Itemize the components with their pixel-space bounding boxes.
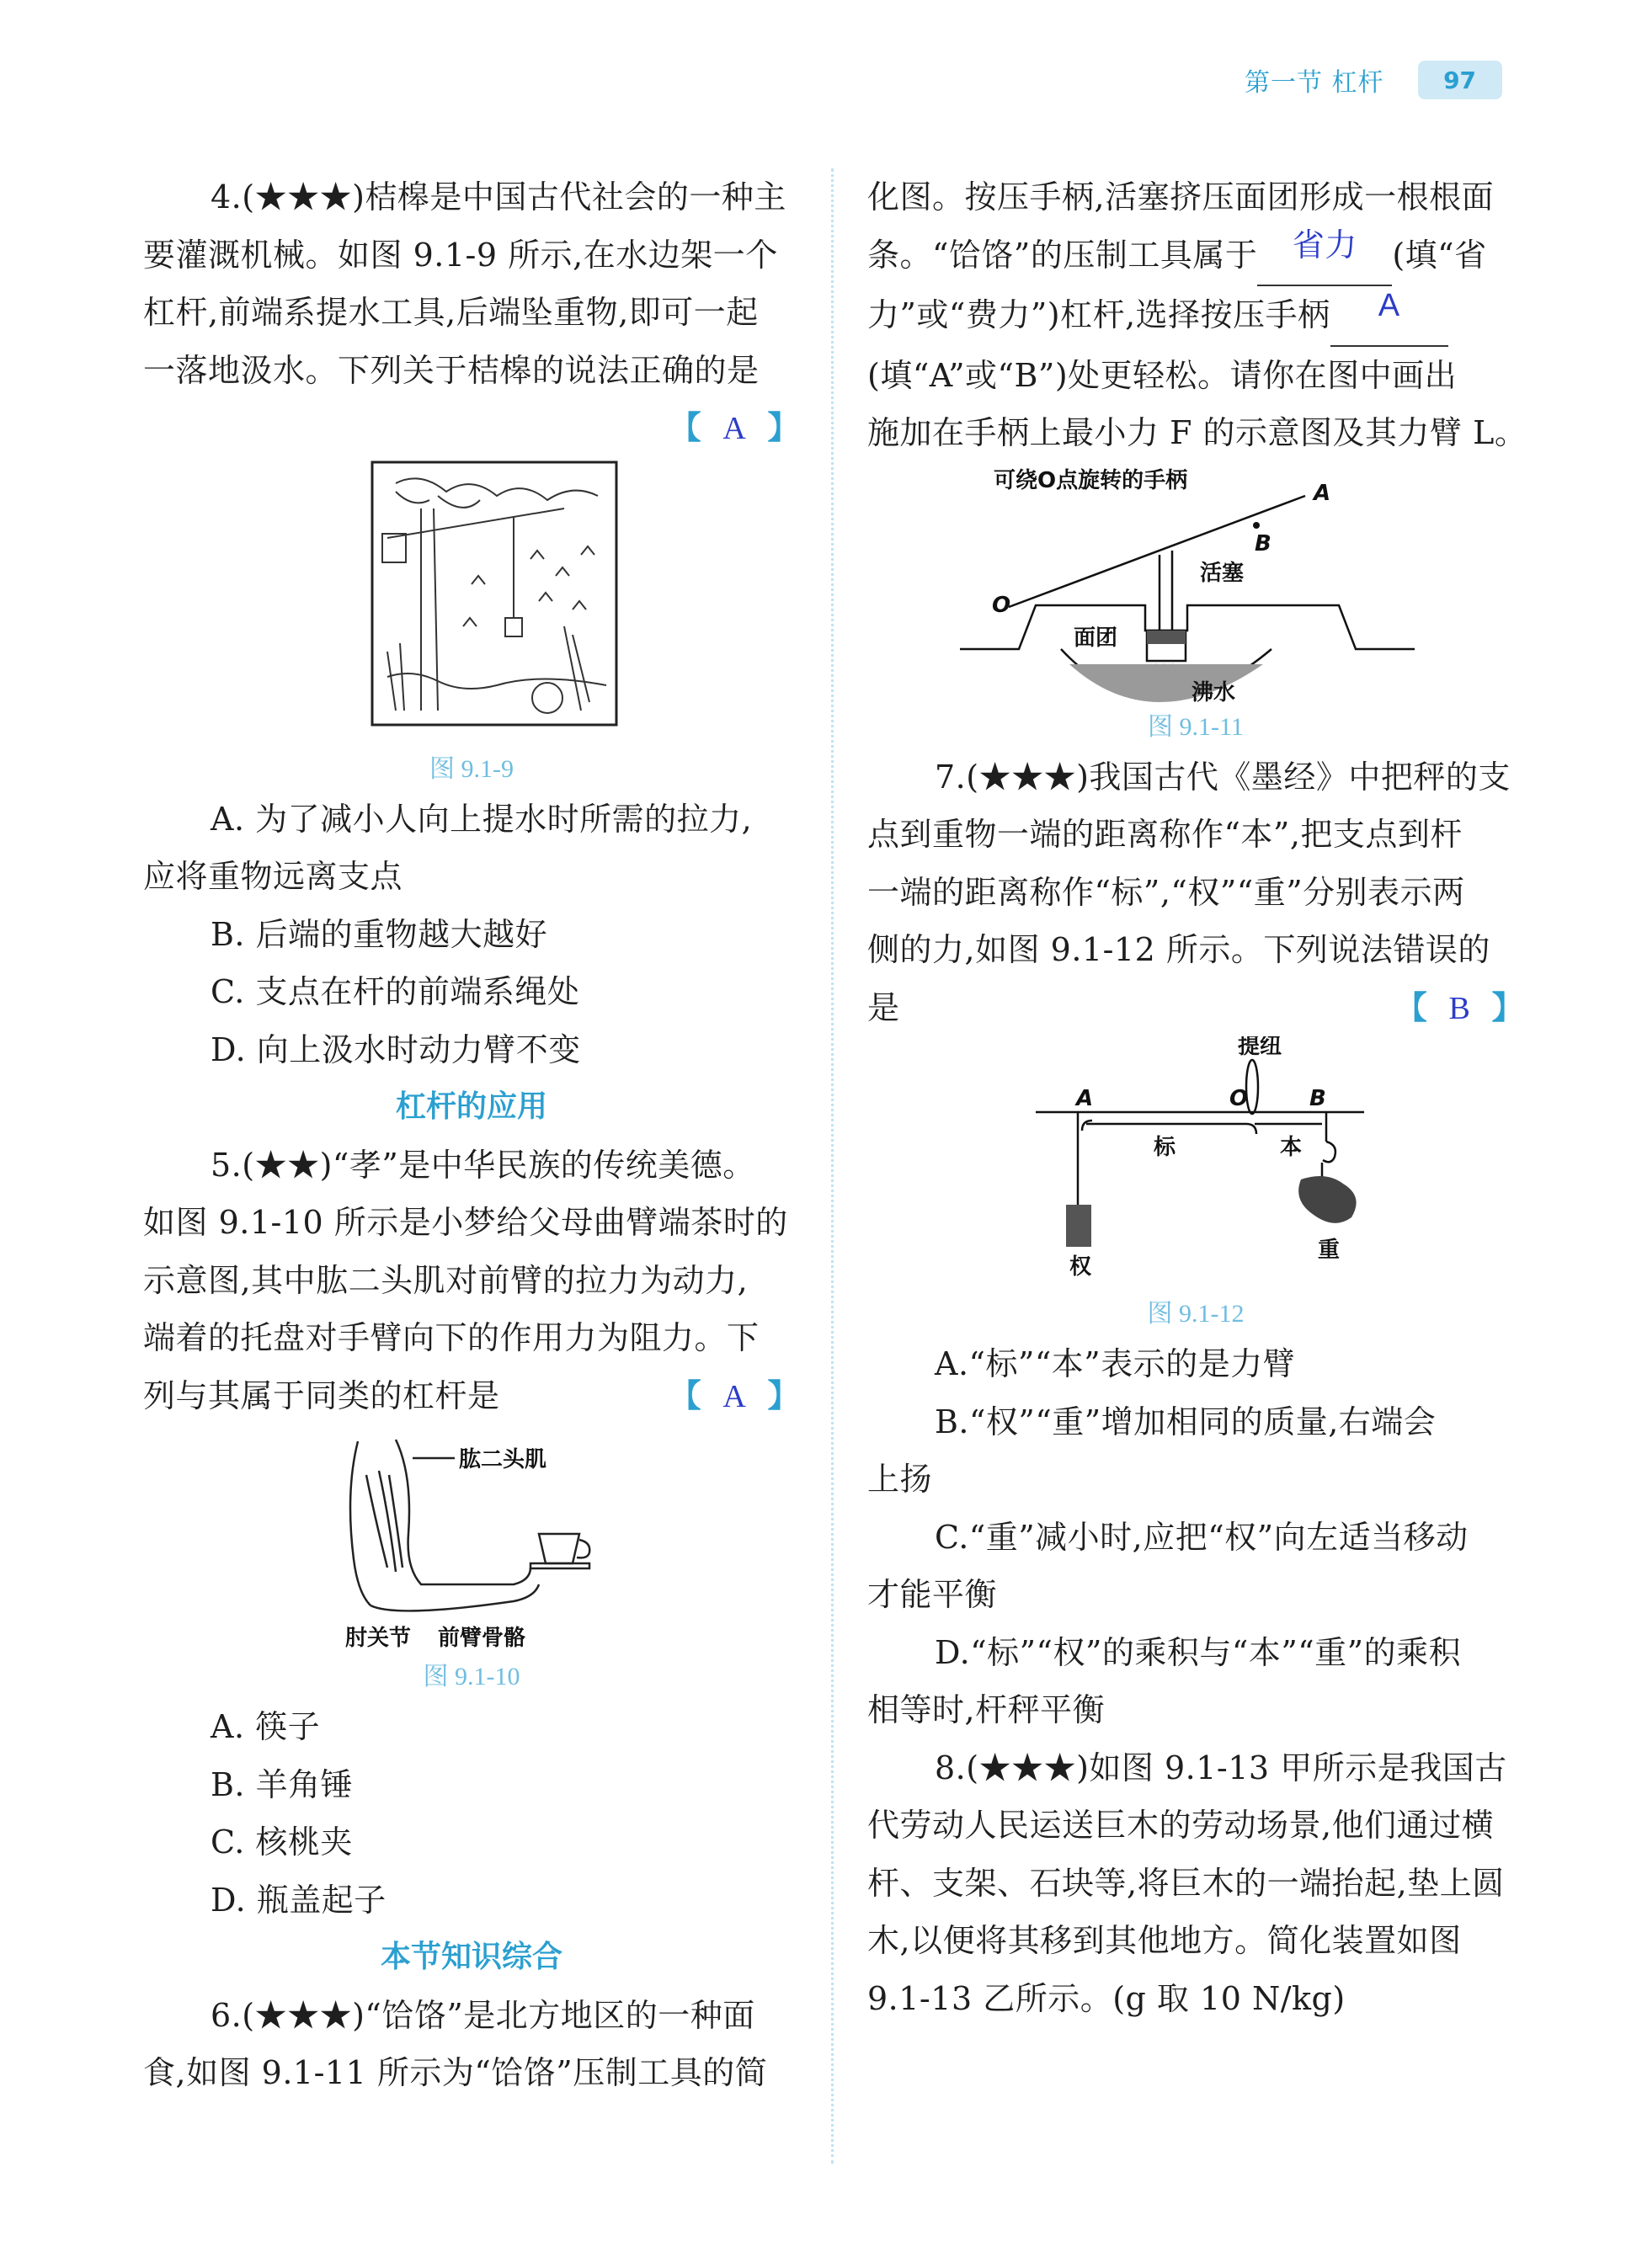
q4-option: D. 向上汲水时动力臂不变 [211, 1030, 581, 1068]
q6-line: 食,如图 9.1-11 所示为“饸饹”压制工具的简 [143, 2054, 768, 2091]
question-8 [867, 1739, 1524, 2028]
q4-option: A. 为了减小人向上提水时所需的拉力, [211, 800, 753, 838]
q7-line: 点到重物一端的距离称作“本”,把支点到杆 [867, 816, 1463, 853]
figure-caption: 图 9.1-10 [423, 1663, 520, 1690]
q4-line: 要灌溉机械。如图 9.1-9 所示,在水边架一个 [143, 236, 778, 274]
label-quan: 权 [1069, 1254, 1092, 1280]
q7-option: 相等时,杆秤平衡 [867, 1691, 1106, 1728]
point-B-dot [1253, 522, 1260, 529]
q7-option: 才能平衡 [867, 1576, 998, 1613]
label-elbow: 肘关节 [345, 1626, 412, 1651]
q6-line: 6.(★★★)“饸饹”是北方地区的一种面 [211, 1996, 755, 2034]
q7-option: A.“标”“本”表示的是力臂 [935, 1345, 1296, 1382]
figure-9-1-11 [867, 462, 1524, 706]
q8-line: 代劳动人民运送巨木的劳动场景,他们通过横 [867, 1807, 1495, 1844]
q7-answer-letter: B [1448, 990, 1471, 1026]
q5-option: D. 瓶盖起子 [211, 1881, 387, 1919]
q6-line: 化图。按压手柄,活塞挤压面团形成一根根面 [867, 178, 1495, 216]
q6-answer-blank-1 [1257, 227, 1392, 287]
figure-caption: 图 9.1-12 [1147, 1300, 1245, 1328]
figure-9-1-12 [867, 1036, 1524, 1293]
q7-option: C.“重”减小时,应把“权”向左适当移动 [935, 1518, 1469, 1556]
label-zhong: 重 [1318, 1238, 1341, 1263]
right-column [867, 168, 1527, 2027]
q7-line: 7.(★★★)我国古代《墨经》中把秤的支 [935, 758, 1511, 796]
q5-line: 列与其属于同类的杠杆是 【 A 】 [143, 1367, 800, 1425]
label-biao: 标 [1154, 1135, 1176, 1160]
question-4 [143, 168, 800, 1078]
section-title: 第一节 杠杆 [1245, 68, 1384, 98]
q7-option: 上扬 [867, 1461, 933, 1498]
page-number: 97 [1418, 61, 1502, 99]
q6-answer-blank-2 [1330, 287, 1448, 347]
figure-9-1-9 [143, 458, 800, 748]
q4-option: 应将重物远离支点 [143, 858, 403, 895]
label-piston: 活塞 [1200, 560, 1245, 586]
counterweight [1066, 1205, 1091, 1247]
q5-line: 端着的托盘对手臂向下的作用力为阻力。下 [143, 1319, 760, 1356]
figure-caption: 图 9.1-9 [429, 754, 514, 783]
q4-option: C. 支点在杆的前端系绳处 [211, 973, 580, 1010]
question-5 [143, 1137, 800, 1930]
subhead-summary: 本节知识综合 [380, 1940, 562, 1974]
q5-option: C. 核桃夹 [211, 1823, 353, 1861]
q8-line: 木,以便将其移到其他地方。简化装置如图 [867, 1922, 1462, 1959]
q6-line: 施加在手柄上最小力 F 的示意图及其力臂 L。 [867, 414, 1527, 451]
shadoof-illustration [143, 458, 800, 748]
column-divider [831, 168, 834, 2164]
q5-answer: 【 A 】 [669, 1376, 800, 1414]
q4-option: B. 后端的重物越大越好 [211, 915, 548, 953]
q7-line: 是 【 B 】 [867, 979, 1524, 1037]
figure-caption: 图 9.1-11 [1148, 712, 1244, 741]
q5-line: 示意图,其中肱二头肌对前臂的拉力为动力, [143, 1261, 749, 1299]
weight-object [1298, 1176, 1356, 1223]
label-forearm: 前臂骨骼 [438, 1626, 526, 1651]
label-handle: 可绕O点旋转的手柄 [994, 467, 1188, 493]
q4-answer-letter: A [722, 411, 747, 446]
q4-line: 4.(★★★)桔槔是中国古代社会的一种主 [211, 178, 786, 216]
q7-line: 一端的距离称作“标”,“权”“重”分别表示两 [867, 873, 1465, 911]
label-O: O [1229, 1086, 1249, 1111]
label-biceps: 肱二头肌 [459, 1447, 547, 1472]
q4-line: 杠杆,前端系提水工具,后端坠重物,即可一起 [143, 294, 759, 331]
question-6-continued [867, 168, 1527, 748]
q5-option: B. 羊角锤 [211, 1765, 354, 1803]
q5-line: 5.(★★)“孝”是中华民族的传统美德。 [211, 1146, 755, 1184]
label-dough: 面团 [1074, 625, 1118, 651]
figure-9-1-10 [143, 1424, 800, 1656]
q5-option: A. 筷子 [211, 1708, 321, 1745]
q7-option: D.“标”“权”的乘积与“本”“重”的乘积 [935, 1633, 1462, 1671]
label-B: B [1309, 1086, 1326, 1111]
label-B: B [1255, 530, 1271, 556]
label-A: A [1076, 1086, 1094, 1111]
q4-answer: 【 A 】 [669, 409, 800, 446]
q8-line: 8.(★★★)如图 9.1-13 甲所示是我国古 [935, 1749, 1507, 1786]
q6-line: 力”或“费力”)杠杆,选择按压手柄 A [867, 286, 1524, 347]
label-water: 沸水 [1192, 679, 1236, 705]
question-7 [867, 748, 1524, 1739]
subhead-application: 杠杆的应用 [395, 1089, 547, 1124]
q8-line: 杆、支架、石块等,将巨木的一端抬起,垫上圆 [867, 1864, 1505, 1902]
q7-answer: 【 B 】 [1394, 988, 1524, 1026]
q7-option: B.“权”“重”增加相同的质量,右端会 [935, 1403, 1437, 1440]
piston-head [1147, 631, 1186, 644]
q5-answer-letter: A [722, 1378, 747, 1414]
q6-line: 条。“饸饹”的压制工具属于 省力 (填“省 [867, 226, 1524, 287]
q4-line: 一落地汲水。下列关于桔槔的说法正确的是 [143, 351, 760, 389]
label-O: O [992, 592, 1011, 618]
q6-answer-2: A [1378, 288, 1400, 323]
question-6-start [143, 1987, 800, 2102]
label-knob: 提纽 [1238, 1036, 1282, 1059]
page-header [1245, 59, 1502, 101]
q7-line: 侧的力,如图 9.1-12 所示。下列说法错误的 [867, 931, 1490, 968]
q6-line: (填“A”或“B”)处更轻松。请你在图中画出 [867, 356, 1458, 394]
q5-line: 如图 9.1-10 所示是小梦给父母曲臂端茶时的 [143, 1204, 788, 1241]
q6-answer-1: 省力 [1292, 227, 1357, 264]
left-column [143, 168, 800, 2102]
q8-line: 9.1-13 乙所示。(g 取 10 N/kg) [867, 1979, 1346, 2017]
label-A: A [1314, 480, 1331, 506]
label-ben: 本 [1280, 1135, 1303, 1160]
